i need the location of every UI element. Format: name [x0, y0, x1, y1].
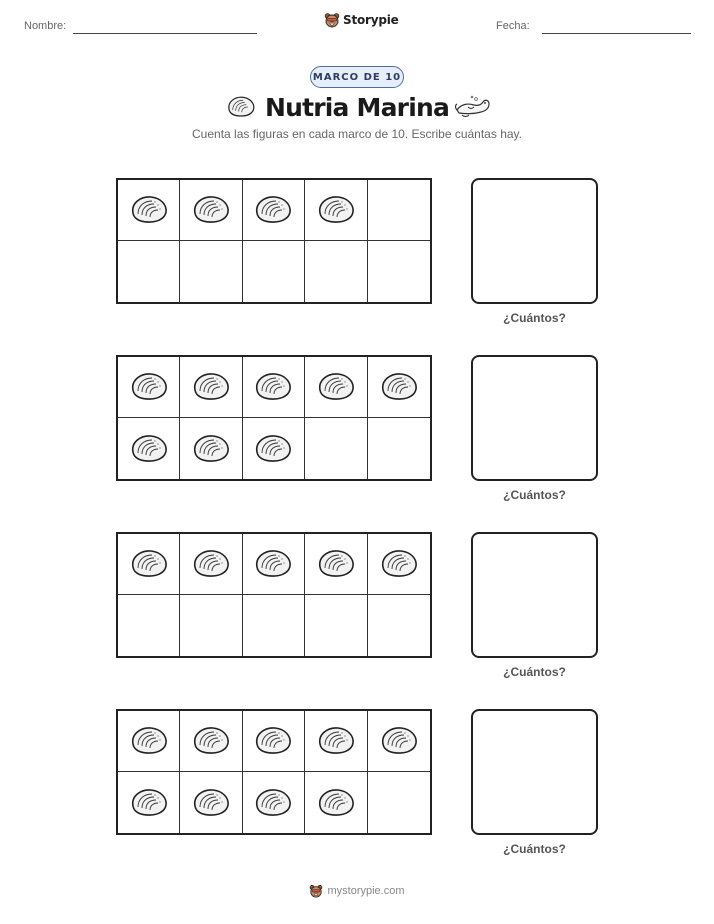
frame-cell — [243, 534, 305, 595]
clam-shell-icon — [379, 370, 419, 404]
answer-label: ¿Cuántos? — [503, 665, 566, 679]
footer — [0, 884, 714, 898]
clam-shell-icon — [129, 193, 169, 227]
frame-cell — [368, 357, 430, 418]
frame-cell — [368, 180, 430, 241]
frame-cell — [305, 772, 367, 833]
answer-box[interactable] — [471, 532, 598, 658]
frame-cell — [118, 241, 180, 302]
clam-shell-icon — [191, 370, 231, 404]
title-row — [0, 92, 714, 126]
clam-shell-icon — [191, 547, 231, 581]
frame-cell — [180, 772, 242, 833]
clam-shell-icon — [253, 786, 293, 820]
frame-cell — [305, 418, 367, 479]
brand-logo — [324, 12, 399, 28]
frame-cell — [305, 357, 367, 418]
answer-box[interactable] — [471, 709, 598, 835]
frame-cell — [305, 595, 367, 656]
frame-cell — [118, 418, 180, 479]
clam-shell-icon — [191, 432, 231, 466]
clam-shell-icon — [253, 193, 293, 227]
clam-shell-icon — [129, 724, 169, 758]
frame-cell — [180, 595, 242, 656]
answer-box[interactable] — [471, 355, 598, 481]
answer-label: ¿Cuántos? — [503, 311, 566, 325]
frame-cell — [243, 711, 305, 772]
clam-shell-icon — [129, 547, 169, 581]
frame-cell — [243, 180, 305, 241]
frame-cell — [305, 534, 367, 595]
frame-cell — [118, 595, 180, 656]
frame-cell — [118, 357, 180, 418]
frame-cell — [368, 711, 430, 772]
exercise-1 — [0, 178, 714, 338]
frame-cell — [368, 534, 430, 595]
date-label: Fecha: — [496, 20, 530, 32]
exercise-4 — [0, 709, 714, 869]
clam-shell-icon — [129, 370, 169, 404]
frame-cell — [118, 711, 180, 772]
frame-cell — [180, 534, 242, 595]
clam-shell-icon — [316, 547, 356, 581]
clam-shell-icon — [316, 724, 356, 758]
clam-shell-icon — [129, 432, 169, 466]
ten-frame — [116, 709, 432, 835]
date-field[interactable] — [542, 33, 691, 34]
bear-logo-icon — [309, 884, 323, 898]
frame-cell — [118, 180, 180, 241]
frame-cell — [368, 241, 430, 302]
clam-shell-icon — [253, 547, 293, 581]
exercise-3 — [0, 532, 714, 692]
clam-shell-icon — [316, 786, 356, 820]
brand-name: Storypie — [343, 13, 399, 27]
name-label: Nombre: — [24, 20, 67, 32]
frame-cell — [243, 418, 305, 479]
frame-cell — [368, 772, 430, 833]
clam-shell-icon — [316, 370, 356, 404]
clam-shell-icon — [253, 432, 293, 466]
frame-cell — [118, 772, 180, 833]
answer-box[interactable] — [471, 178, 598, 304]
clam-shell-icon — [191, 193, 231, 227]
ten-frame — [116, 178, 432, 304]
clam-shell-icon — [129, 786, 169, 820]
worksheet-type-badge: MARCO DE 10 — [310, 66, 404, 88]
frame-cell — [243, 595, 305, 656]
page-title: Nutria Marina — [264, 93, 450, 122]
clam-shell-icon — [316, 193, 356, 227]
frame-cell — [368, 595, 430, 656]
frame-cell — [180, 180, 242, 241]
instructions: Cuenta las figuras en cada marco de 10. Escribe cuántas hay. — [192, 127, 522, 141]
clam-shell-icon — [379, 724, 419, 758]
frame-cell — [305, 711, 367, 772]
clam-shell-icon — [253, 724, 293, 758]
clam-shell-icon — [191, 724, 231, 758]
clam-shell-icon — [379, 547, 419, 581]
frame-cell — [180, 241, 242, 302]
frame-cell — [305, 241, 367, 302]
exercise-2 — [0, 355, 714, 515]
sea-otter-icon — [454, 94, 490, 120]
answer-label: ¿Cuántos? — [503, 842, 566, 856]
ten-frame — [116, 355, 432, 481]
frame-cell — [243, 241, 305, 302]
frame-cell — [118, 534, 180, 595]
ten-frame — [116, 532, 432, 658]
clam-shell-icon — [253, 370, 293, 404]
answer-label: ¿Cuántos? — [503, 488, 566, 502]
frame-cell — [180, 418, 242, 479]
frame-cell — [243, 357, 305, 418]
clam-shell-icon — [191, 786, 231, 820]
footer-url: mystorypie.com — [327, 885, 405, 897]
bear-logo-icon — [324, 12, 340, 28]
frame-cell — [180, 357, 242, 418]
frame-cell — [180, 711, 242, 772]
frame-cell — [368, 418, 430, 479]
frame-cell — [305, 180, 367, 241]
name-field[interactable] — [73, 33, 257, 34]
frame-cell — [243, 772, 305, 833]
